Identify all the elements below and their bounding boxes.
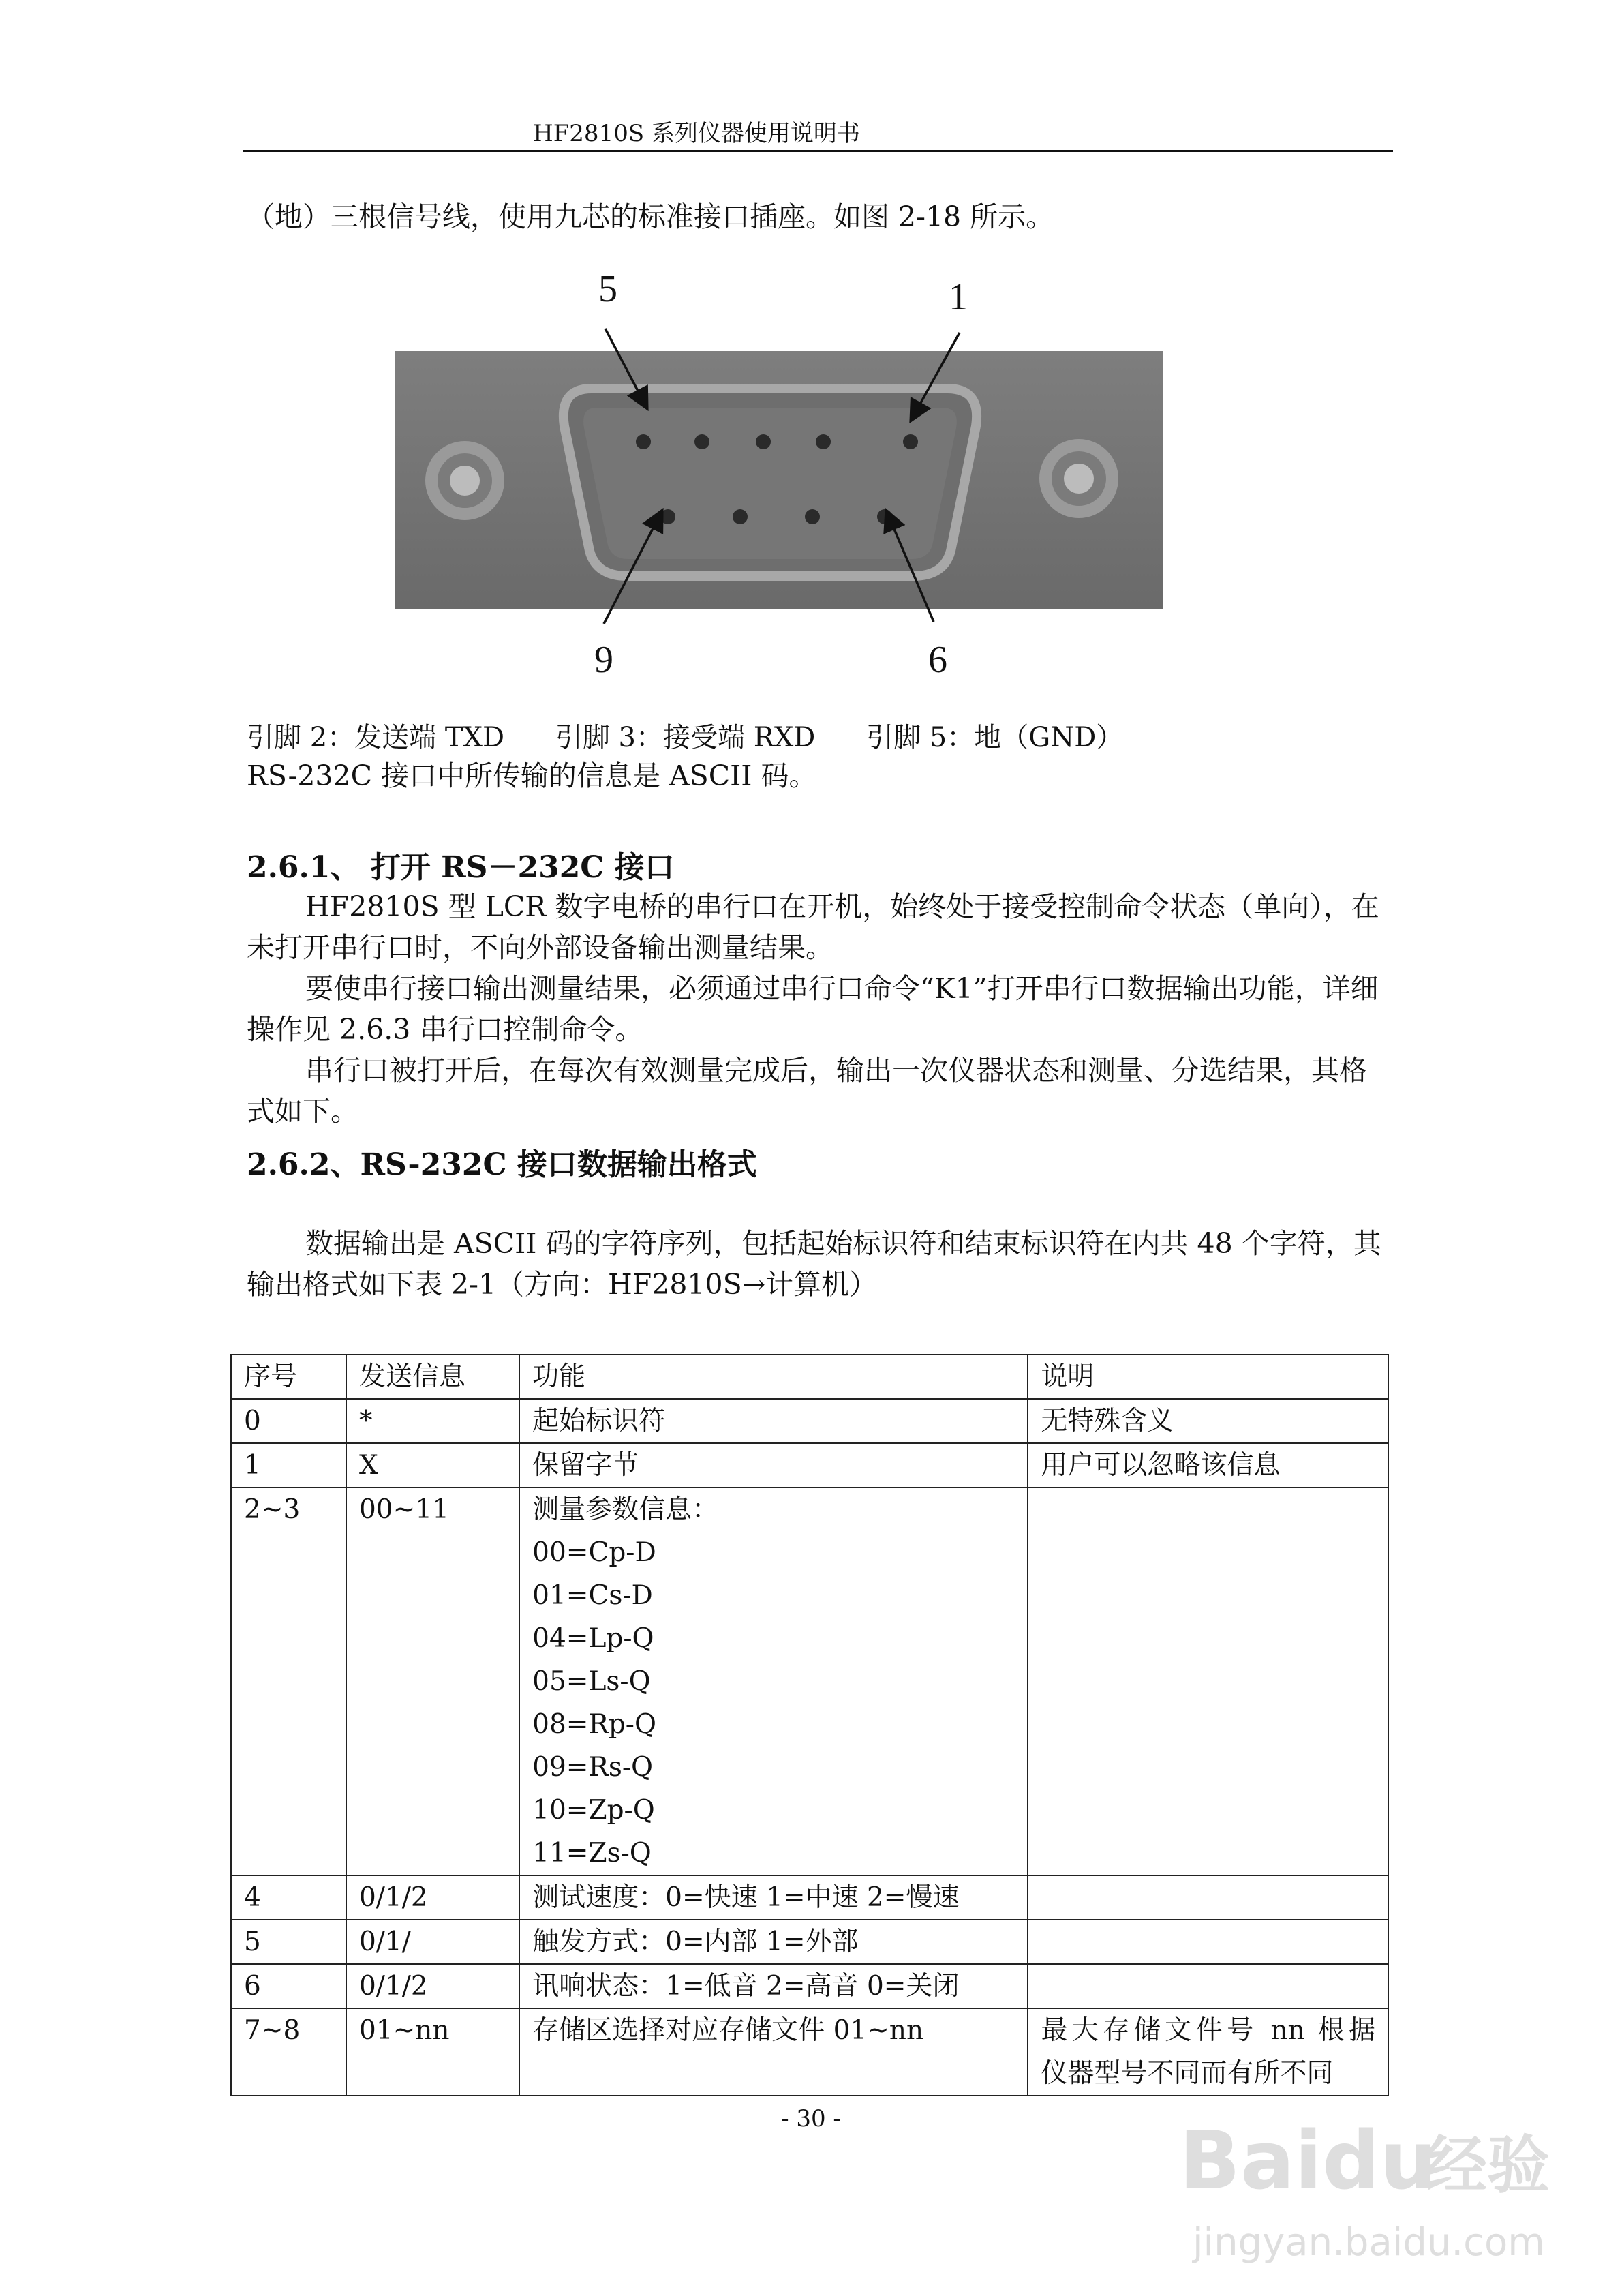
table-row <box>231 1875 1388 1920</box>
table-cell: 讯响状态：1=低音 2=高音 0=关闭 <box>519 1964 1028 2008</box>
table-row <box>231 1399 1388 1443</box>
section-262-title: 2.6.2、RS-232C 接口数据输出格式 <box>247 1147 757 1182</box>
section-261-title: 2.6.1、 打开 RS－232C 接口 <box>247 850 675 885</box>
param-line: 测量参数信息： <box>532 1494 719 1525</box>
left-screw-post <box>425 441 504 520</box>
data-format-table <box>230 1354 1389 2096</box>
table-cell: 4 <box>231 1875 346 1920</box>
section-262-para-1: 数据输出是 ASCII 码的字符序列，包括起始标识符和结束标识符在内共 48 个字符，其输出格式如下表 2-1（方向：HF2810S→计算机） <box>247 1227 1381 1301</box>
d-sub-insert <box>583 408 957 559</box>
watermark-brand: Baidu <box>1179 2113 1437 2207</box>
pin-3-text: 引脚 3：接受端 RXD <box>555 722 816 753</box>
baidu-jingyan-watermark <box>1152 2072 1574 2284</box>
right-screw-post <box>1039 439 1118 518</box>
table-cell: 0 <box>231 1399 346 1443</box>
param-line: 08=Rp-Q <box>532 1709 656 1740</box>
table-cell: * <box>346 1399 519 1443</box>
pin-assignment-line <box>247 716 1165 755</box>
table-cell: 6 <box>231 1964 346 2008</box>
table-cell: 01~nn <box>346 2008 519 2096</box>
pin-5-text: 引脚 5：地（GND） <box>866 722 1124 753</box>
page-header-title: HF2810S 系列仪器使用说明书 <box>533 120 860 147</box>
table-header-cell: 序号 <box>231 1355 346 1399</box>
table-row <box>231 1920 1388 1964</box>
table-header-row <box>231 1355 1388 1399</box>
pin-label-5: 5 <box>598 268 617 310</box>
pin-2-text: 引脚 2：发送端 TXD <box>247 722 505 753</box>
table-row <box>231 1964 1388 2008</box>
db9-connector-figure <box>0 0 1622 682</box>
note-line: 最大存储文件号 nn 根据 <box>1041 2015 1375 2046</box>
table-cell: 5 <box>231 1920 346 1964</box>
table-cell: 存储区选择对应存储文件 01~nn <box>519 2008 1028 2096</box>
table-cell <box>1028 1964 1388 2008</box>
table-cell: X <box>346 1443 519 1487</box>
watermark-cn: 经验 <box>1424 2129 1550 2202</box>
page-number: - 30 - <box>781 2105 841 2132</box>
intro-line: （地）三根信号线，使用九芯的标准接口插座。如图 2-18 所示。 <box>247 200 1054 233</box>
param-line: 05=Ls-Q <box>532 1666 651 1697</box>
param-line: 10=Zp-Q <box>532 1795 655 1826</box>
table-cell: 用户可以忽略该信息 <box>1028 1443 1388 1487</box>
table-cell <box>1028 1920 1388 1964</box>
table-cell: 7~8 <box>231 2008 346 2096</box>
table-cell: 测试速度：0=快速 1=中速 2=慢速 <box>519 1875 1028 1920</box>
table-header-cell: 功能 <box>519 1355 1028 1399</box>
table-cell: 0/1/ <box>346 1920 519 1964</box>
table-cell: 0/1/2 <box>346 1875 519 1920</box>
table-cell <box>519 1487 1028 1875</box>
param-line: 11=Zs-Q <box>532 1838 652 1869</box>
param-line: 04=Lp-Q <box>532 1623 654 1654</box>
table-row <box>231 1487 1388 1875</box>
section-261-para-2: 要使串行接口输出测量结果，必须通过串行口命令“K1”打开串行口数据输出功能，详细操作见 2.6.3 串行口控制命令。 <box>247 972 1379 1046</box>
pin-label-9: 9 <box>594 639 613 681</box>
table-header-cell: 说明 <box>1028 1355 1388 1399</box>
pin-label-1: 1 <box>949 276 968 318</box>
table-cell: 触发方式：0=内部 1=外部 <box>519 1920 1028 1964</box>
param-line: 01=Cs-D <box>532 1580 653 1611</box>
table-header-cell: 发送信息 <box>346 1355 519 1399</box>
table-cell: 00~11 <box>346 1487 519 1875</box>
param-line: 09=Rs-Q <box>532 1752 654 1783</box>
table-cell: 保留字节 <box>519 1443 1028 1487</box>
section-261-para-3: 串行口被打开后，在每次有效测量完成后，输出一次仪器状态和测量、分选结果，其格式如下。 <box>247 1054 1367 1128</box>
watermark-url: jingyan.baidu.com <box>1193 2220 1545 2265</box>
table-cell: 无特殊含义 <box>1028 1399 1388 1443</box>
table-cell: 2~3 <box>231 1487 346 1875</box>
param-line: 00=Cp-D <box>532 1537 656 1568</box>
table-row <box>231 1443 1388 1487</box>
section-261-para-1: HF2810S 型 LCR 数字电桥的串行口在开机，始终处于接受控制命令状态（单向），在未打开串行口时，不向外部设备输出测量结果。 <box>247 890 1379 964</box>
table-cell <box>1028 1875 1388 1920</box>
note-line: 仪器型号不同而有所不同 <box>1041 2058 1334 2089</box>
ascii-note: RS-232C 接口中所传输的信息是 ASCII 码。 <box>247 759 817 792</box>
table-cell <box>1028 1487 1388 1875</box>
table-cell: 0/1/2 <box>346 1964 519 2008</box>
table-cell: 1 <box>231 1443 346 1487</box>
table-cell: 起始标识符 <box>519 1399 1028 1443</box>
pin-label-6: 6 <box>928 639 947 681</box>
